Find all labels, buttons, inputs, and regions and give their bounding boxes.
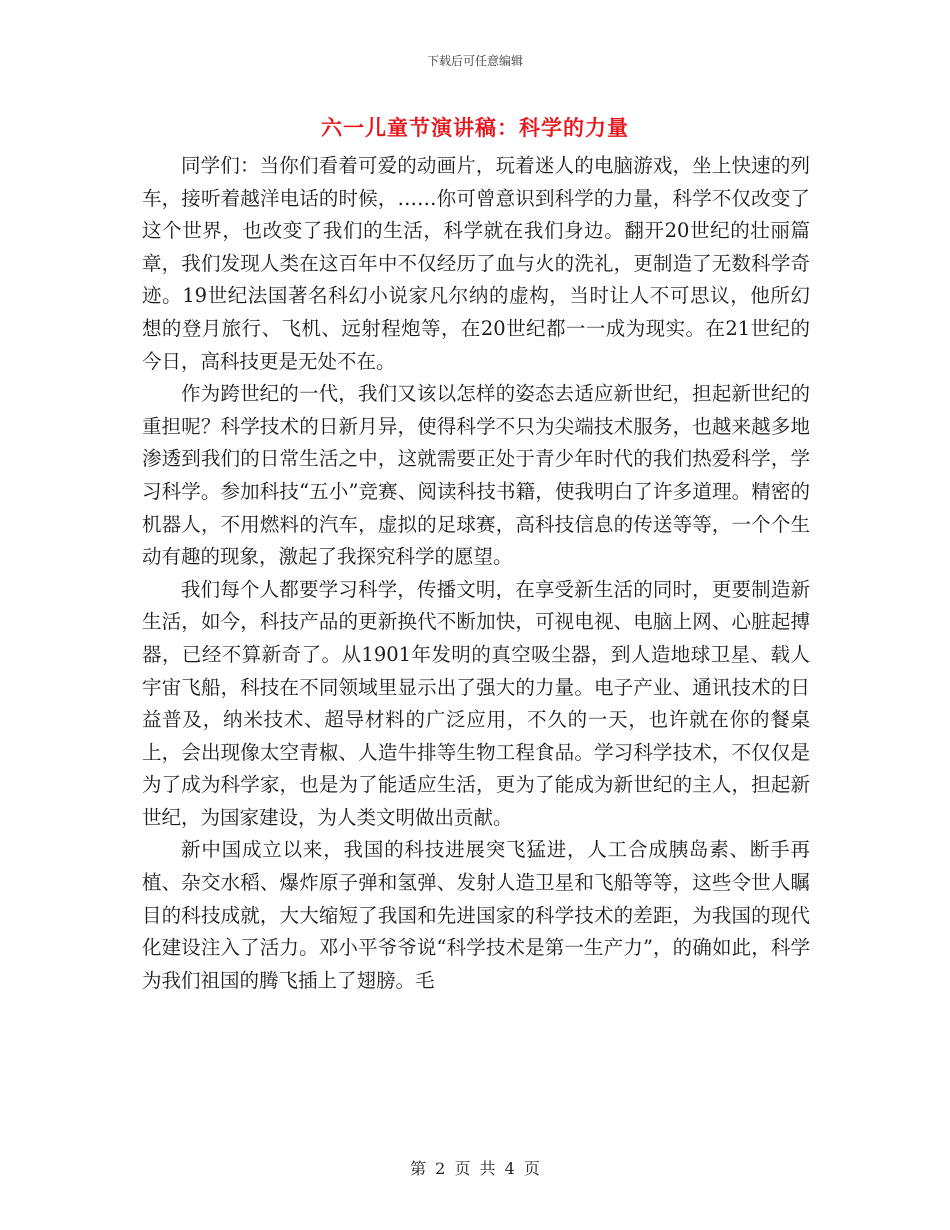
paragraph-1: 同学们：当你们看着可爱的动画片，玩着迷人的电脑游戏，坐上快速的列车，接听着越洋电话的时候，……你可曾意识到科学的力量，科学不仅改变了这个世界，也改变了我们的生活，科学就在我们身边。翻开20世纪的壮丽篇章，我们发现人类在这百年中不仅经历了血与火的洗礼，更制造了无数科学奇迹。19世纪法国著名科幻小说家凡尔纳的虚构，当时让人不可思议，他所幻想的登月旅行、飞机、远射程炮等，在20世纪都一一成为现实。在21世纪的今日，高科技更是无处不在。 [142, 154, 810, 373]
paragraph-2: 作为跨世纪的一代，我们又该以怎样的姿态去适应新世纪，担起新世纪的重担呢？科学技术的日新月异，使得科学不只为尖端技术服务，也越来越多地渗透到我们的日常生活之中，这就需要正处于青少年时代的我们热爱科学，学习科学。参加科技“五小”竞赛、阅读科技书籍，使我明白了许多道理。精密的机器人，不用燃料的汽车，虚拟的足球赛，高科技信息的传送等等，一个个生动有趣的现象，激起了我探究科学的愿望。 [142, 382, 810, 569]
paragraph-4: 新中国成立以来，我国的科技进展突飞猛进，人工合成胰岛素、断手再植、杂交水稻、爆炸原子弹和氢弹、发射人造卫星和飞船等等，这些令世人瞩目的科技成就，大大缩短了我国和先进国家的科学技术的差距，为我国的现代化建设注入了活力。邓小平爷爷说“科学技术是第一生产力”，的确如此，科学为我们祖国的腾飞插上了翅膀。毛 [142, 838, 810, 992]
paragraph-3: 我们每个人都要学习科学，传播文明，在享受新生活的同时，更要制造新生活，如今，科技产品的更新换代不断加快，可视电视、电脑上网、心脏起搏器，已经不算新奇了。从1901年发明的真空吸尘器，到人造地球卫星、载人宇宙飞船，科技在不同领域里显示出了强大的力量。电子产业、通讯技术的日益普及，纳米技术、超导材料的广泛应用，不久的一天，也许就在你的餐桌上，会出现像太空青椒、人造牛排等生物工程食品。学习科学技术，不仅仅是为了成为科学家，也是为了能适应生活，更为了能成为新世纪的主人，担起新世纪，为国家建设，为人类文明做出贡献。 [142, 577, 810, 829]
page-header-note: 下载后可任意编辑 [426, 54, 523, 68]
document-body [142, 150, 810, 997]
page-number: 第 2 页 共 4 页 [410, 1159, 540, 1178]
document-title: 六一儿童节演讲稿：科学的力量 [321, 116, 629, 140]
